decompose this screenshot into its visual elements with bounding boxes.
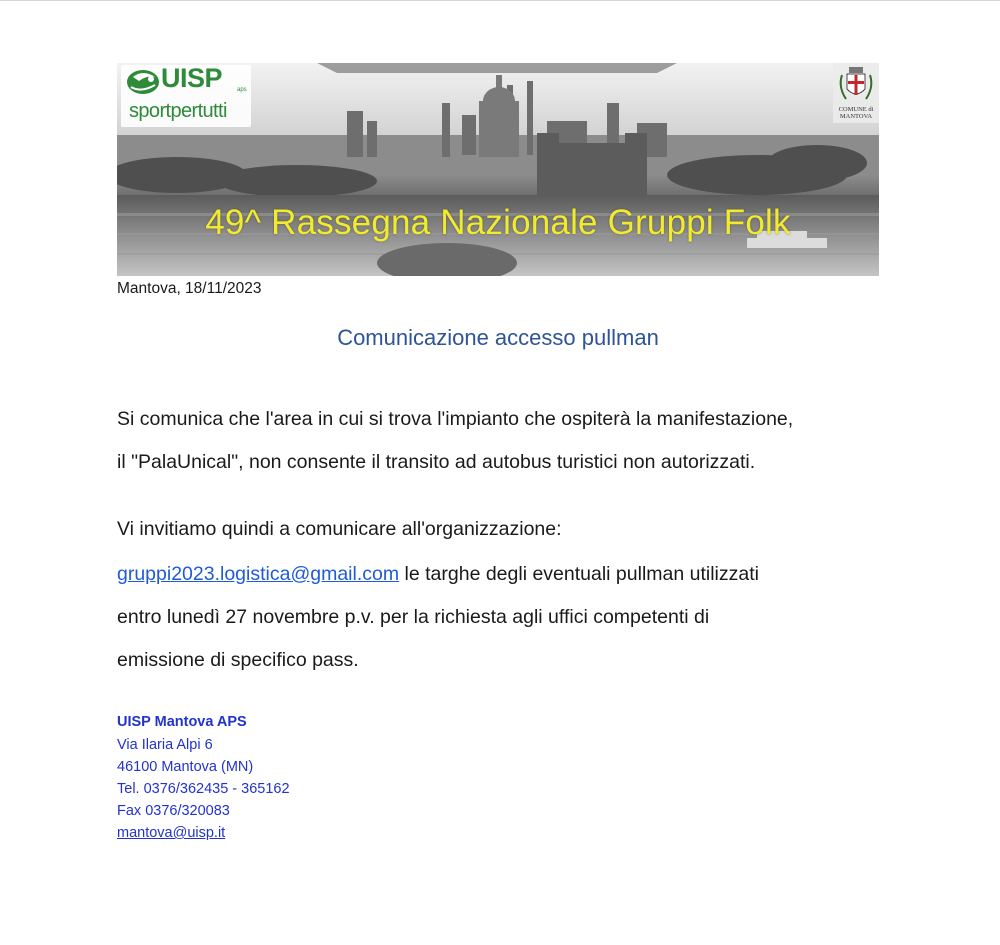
uisp-aps-text: aps [237, 87, 247, 93]
paragraph-1-line-2: il "PalaUnical", non consente il transito ad autobus turistici non autorizzati. [117, 451, 756, 473]
mantova-coat-of-arms-icon [836, 65, 876, 107]
uisp-logo [121, 65, 251, 127]
paragraph-1-line-1: Si comunica che l'area in cui si trova l'impianto che ospiterà la manifestazione, [117, 408, 794, 430]
paragraph-2-line-2-text: le targhe degli eventuali pullman utilizzati [399, 563, 759, 585]
comune-label: COMUNE di [838, 106, 874, 113]
logistics-email-link[interactable]: gruppi2023.logistica@gmail.com [117, 563, 400, 585]
paragraph-2-line-2 [117, 563, 897, 586]
uisp-brand-text: UISP [161, 63, 223, 93]
signature-phone: Tel. 0376/362435 - 365162 [117, 781, 290, 797]
uisp-tagline: sportpertutti [129, 100, 227, 122]
signature-address: Via Ilaria Alpi 6 [117, 737, 213, 753]
paragraph-2-line-4: emissione di specifico pass. [117, 649, 359, 671]
header-banner [117, 63, 879, 276]
comune-city-label: MANTOVA [839, 113, 873, 120]
page-top-border [0, 0, 1000, 1]
banner-title: 49^ Rassegna Nazionale Gruppi Folk [205, 203, 791, 242]
paragraph-2-line-3: entro lunedì 27 novembre p.v. per la richiesta agli uffici competenti di [117, 606, 710, 628]
uisp-emblem-icon [125, 67, 161, 97]
signature-fax: Fax 0376/320083 [117, 803, 230, 819]
letter-heading: Comunicazione accesso pullman [337, 325, 659, 350]
signature-email-link[interactable]: mantova@uisp.it [117, 825, 226, 841]
paragraph-2-line-1: Vi invitiamo quindi a comunicare all'organizzazione: [117, 518, 562, 540]
letter-date: Mantova, 18/11/2023 [117, 280, 262, 297]
signature-organization: UISP Mantova APS [117, 714, 247, 730]
comune-mantova-logo [833, 63, 879, 123]
signature-city: 46100 Mantova (MN) [117, 759, 254, 775]
